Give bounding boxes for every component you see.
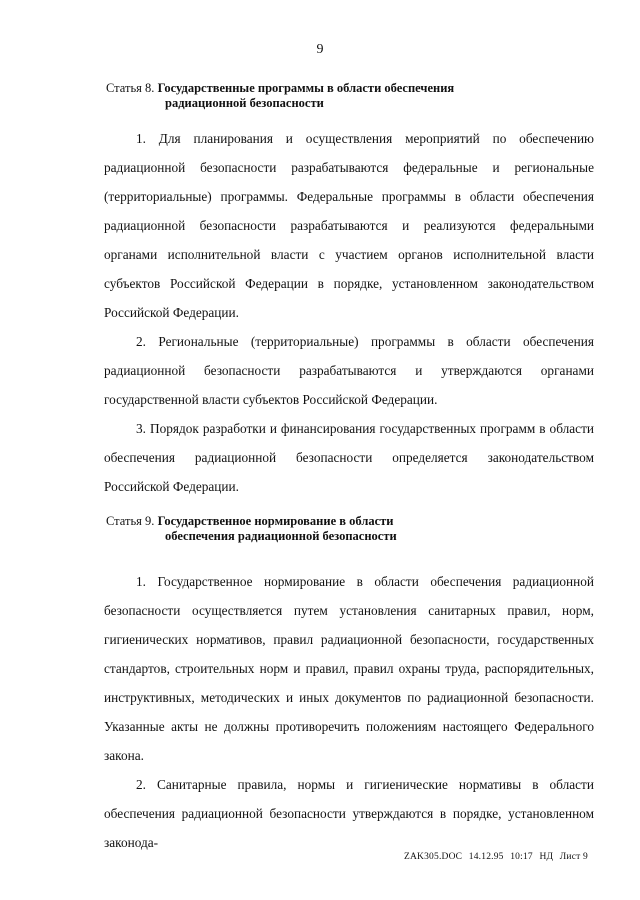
article-9-paragraph-1: 1. Государственное нормирование в области обеспечения радиационной безопасности осуществляется путем установления санитарных правил, норм, гигиенических нормативов, правил радиационной безопасности, государственных стандартов, строительных норм и правил, правил охраны труда, распорядительных, инструктивных, методических и иных документов по радиационной безопасности. Указанные акты не должны противоречить положениям настоящего Федерального закона. bbox=[104, 574, 594, 763]
footer-sheet: Лист 9 bbox=[559, 852, 588, 862]
article-8-body bbox=[104, 124, 594, 501]
article-9-heading bbox=[106, 514, 397, 544]
article-9-paragraph-2: 2. Санитарные правила, нормы и гигиенические нормативы в области обеспечения радиационной безопасности утверждаются в порядке, установленном законода- bbox=[104, 777, 594, 850]
footer-file: ZAK305.DOC bbox=[403, 852, 463, 862]
article-8-label: Статья 8. bbox=[106, 81, 155, 95]
article-8-title-line1: Государственные программы в области обеспечения bbox=[157, 81, 455, 95]
document-footer bbox=[400, 852, 588, 862]
article-9-title-line1: Государственное нормирование в области bbox=[157, 514, 394, 528]
footer-initials: НД bbox=[539, 852, 554, 862]
article-8-heading bbox=[106, 81, 454, 111]
article-8-paragraph-3: 3. Порядок разработки и финансирования государственных программ в области обеспечения радиационной безопасности определяется законодательством Российской Федерации. bbox=[104, 421, 594, 494]
article-8-paragraph-2: 2. Региональные (территориальные) программы в области обеспечения радиационной безопасности разрабатываются и утверждаются органами государственной власти субъектов Российской Федерации. bbox=[104, 334, 594, 407]
article-9-label: Статья 9. bbox=[106, 514, 155, 528]
footer-time: 10:17 bbox=[510, 852, 533, 862]
article-8-paragraph-1: 1. Для планирования и осуществления мероприятий по обеспечению радиационной безопасности разрабатываются федеральные и региональные (территориальные) программы. Федеральные программы в области обеспечения радиационной безопасности разрабатываются и реализуются федеральными органами исполнительной власти с участием органов исполнительной власти субъектов Российской Федерации в порядке, установленном законодательством Российской Федерации. bbox=[104, 131, 594, 320]
article-8-title-line2: радиационной безопасности bbox=[165, 96, 324, 110]
page-number: 9 bbox=[316, 42, 324, 57]
article-9-title-line2: обеспечения радиационной безопасности bbox=[165, 529, 397, 543]
footer-date: 14.12.95 bbox=[468, 852, 504, 862]
article-9-body bbox=[104, 567, 594, 857]
